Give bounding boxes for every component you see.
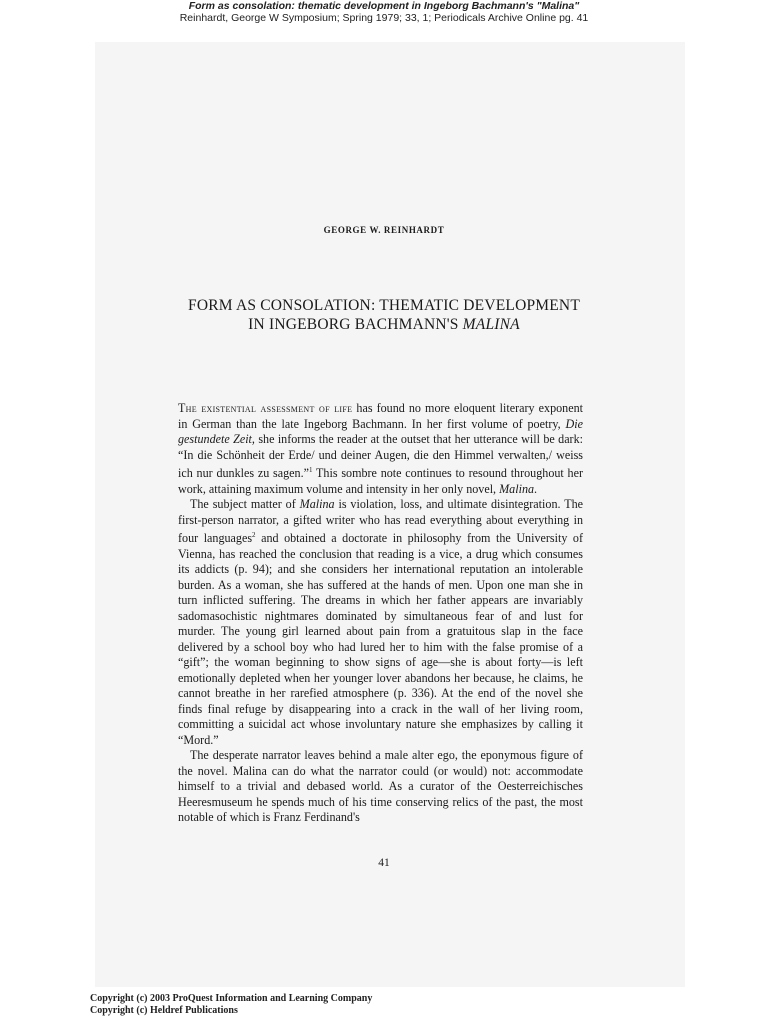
paragraph-2	[178, 497, 583, 748]
article-body	[178, 401, 583, 826]
p2-text-2: is violation, loss, and ultimate disintegration. The first-person narrator, a gifted writer who has read everything about everything in four languages	[178, 497, 583, 546]
copyright-line-1: Copyright (c) 2003 ProQuest Information and Learning Company	[90, 993, 373, 1004]
paragraph-1	[178, 401, 583, 497]
p1-text-3: This sombre note continues to resound throughout her work, attaining maximum volume and intensity in her only novel,	[178, 466, 583, 496]
header-citation: Reinhardt, George W Symposium; Spring 1979; 33, 1; Periodicals Archive Online pg. 41	[179, 12, 589, 24]
p1-italic-2: Malina	[499, 481, 535, 496]
footnote-ref-2: 2	[252, 531, 256, 540]
copyright-line-2: Copyright (c) Heldref Publications	[90, 1005, 238, 1016]
copyright-footer	[90, 993, 372, 1017]
article-title	[0, 296, 768, 334]
p2-text-3: and obtained a doctorate in philosophy from the University of Vienna, has reached the conclusion that reading is a vice, a drug which consumes its addicts (p. 94); and she considers her international reputation an intolerable burden. As a woman, she has suffered at the hands of men. Upon one man she in turn inflicted suffering. The dreams in which her father appears are invariably sadomasochistic nightmares dominated by simultaneous fear of and lust for murder. The young girl learned about pain from a gratuitous slap in the face delivered by a school boy who had lured her to him with the false promise of a “gift”; the woman beginning to show signs of age—she is about forty—is left emotionally depleted when her younger lover abandons her because, he claims, he cannot breathe in her rarefied atmosphere (p. 336). At the end of the novel she finds final refuge by disappearing into a crack in the wall of her living room, committing a suicidal act whose involuntary nature she emphasizes by calling it “Mord.”	[178, 531, 583, 747]
title-italic-malina: MALINA	[462, 316, 520, 333]
title-line-2-prefix: IN INGEBORG BACHMANN'S	[248, 316, 463, 333]
p2-italic-1: Malina	[299, 497, 335, 512]
p1-text-4: .	[534, 481, 538, 496]
header-title: Form as consolation: thematic development in Ingeborg Bachmann's "Malina"	[188, 0, 580, 12]
p1-italic-1: Die gestundete Zeit,	[178, 416, 583, 446]
page-number: 41	[378, 857, 390, 869]
p1-text-1: has found no more eloquent literary exponent in German than the late Ingeborg Bachmann. In her first volume of poetry,	[178, 401, 583, 431]
title-line-1: FORM AS CONSOLATION: THEMATIC DEVELOPMENT	[188, 297, 580, 314]
title-line-2	[0, 315, 768, 334]
opening-small-caps: The existential assessment of life	[178, 401, 353, 415]
article-author: GEORGE W. REINHARDT	[323, 225, 445, 235]
footnote-ref-1: 1	[308, 466, 313, 474]
document-header	[0, 0, 768, 24]
p2-text-1: The subject matter of	[190, 497, 300, 512]
paragraph-3: The desperate narrator leaves behind a male alter ego, the eponymous figure of the novel. Malina can do what the narrator could (or would) not: accommodate himself to a trivial and debased world. As a curator of the Oesterreichisches Heeresmuseum he spends much of his time conserving relics of the past, the most notable of which is Franz Ferdinand's	[178, 748, 583, 825]
p1-text-2: she informs the reader at the outset that her utterance will be dark: “In die Schönheit der Erde/ und deiner Augen, die den Himmel verwalten,/ weiss ich nur dunkles zu sagen.”	[178, 432, 583, 481]
